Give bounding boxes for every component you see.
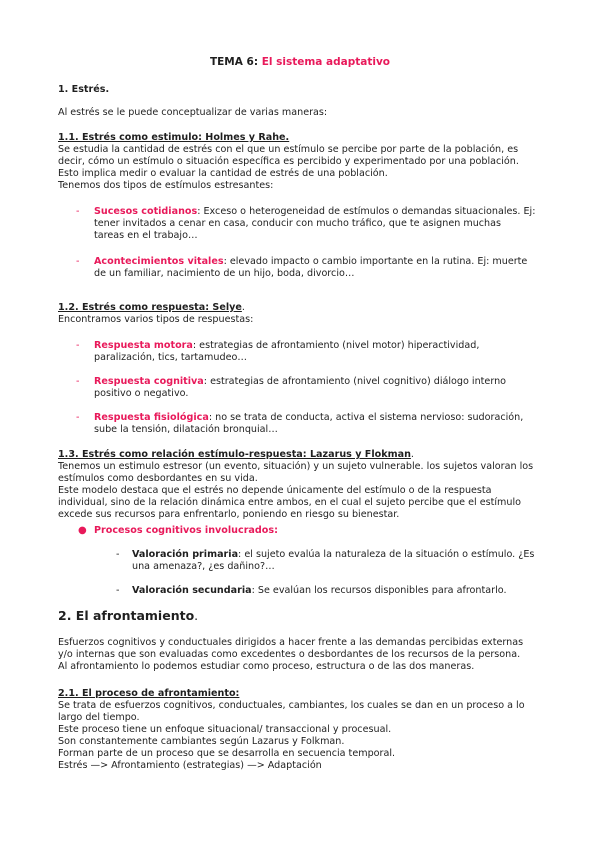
item-text: : Se evalúan los recursos disponibles para afrontarlo.	[251, 585, 507, 596]
document-title	[0, 56, 600, 68]
list-item-continuation: tareas en el trabajo…	[94, 230, 198, 241]
item-text: : Exceso o heterogeneidad de estímulos o demandas situacionales. Ej:	[197, 206, 536, 217]
list-item	[94, 376, 506, 388]
item-text: : elevado impacto o cambio importante en la rutina. Ej: muerte	[223, 256, 528, 267]
paragraph-line: decir, cómo un estímulo o situación específica es percibido y experimentado por una población.	[58, 156, 519, 167]
paragraph-line: Tenemos un estimulo estresor (un evento, situación) y un sujeto vulnerable. los sujetos valoran los	[58, 461, 534, 472]
item-label: Respuesta cognitiva	[94, 376, 204, 387]
item-label: Respuesta fisiológica	[94, 412, 209, 423]
section-2-heading: 2. El afrontamiento.	[58, 608, 199, 623]
paragraph-line: Forman parte de un proceso que se desarrolla en secuencia temporal.	[58, 748, 396, 759]
list-item	[94, 256, 527, 268]
dash-bullet: -	[76, 206, 80, 217]
section-1-2-heading: 1.2. Estrés como respuesta: Selye.	[58, 302, 245, 313]
paragraph-line: Se estudia la cantidad de estrés con el que un estímulo se percibe por parte de la población, es	[58, 144, 519, 155]
title-highlight: El sistema adaptativo	[261, 56, 391, 68]
title-prefix: TEMA 6:	[209, 56, 259, 68]
list-item-continuation: positivo o negativo.	[94, 388, 189, 399]
paragraph-line: Se trata de esfuerzos cognitivos, conductuales, cambiantes, los cuales se dan en un proceso a lo	[58, 700, 525, 711]
section-2-1-heading: 2.1. El proceso de afrontamiento:	[58, 688, 240, 699]
section-1-1-heading: 1.1. Estrés como estimulo: Holmes y Rahe.	[58, 132, 290, 143]
paragraph-line: Tenemos dos tipos de estímulos estresantes:	[58, 180, 274, 191]
dash-bullet: -	[76, 340, 80, 351]
paragraph-line: estímulos como desbordantes en su vida.	[58, 473, 258, 484]
section-1-3-heading: 1.3. Estrés como relación estímulo-respuesta: Lazarus y Flokman.	[58, 449, 414, 460]
list-item-continuation: paralización, tics, tartamudeo…	[94, 352, 247, 363]
item-label: Acontecimientos vitales	[94, 256, 224, 267]
paragraph-line: largo del tiempo.	[58, 712, 140, 723]
dash-bullet: -	[76, 412, 80, 423]
dash-bullet: -	[76, 376, 80, 387]
bullet-heading: Procesos cognitivos involucrados:	[94, 525, 278, 536]
list-item	[132, 585, 507, 597]
paragraph-line: excede sus recursos para enfrentarlo, poniendo en riesgo su bienestar.	[58, 509, 400, 520]
dash-bullet: -	[116, 549, 120, 560]
paragraph-line: Este modelo destaca que el estrés no depende únicamente del estímulo o de la respuesta	[58, 485, 492, 496]
list-item-continuation: tener invitados a cenar en casa, conducir con mucho tráfico, que te asignen muchas	[94, 218, 502, 229]
section-1-heading: 1. Estrés.	[58, 84, 110, 95]
list-item-continuation: una amenaza?, ¿es dañino?…	[132, 561, 275, 572]
list-item	[94, 412, 523, 424]
paragraph-line: y/o internas que son evaluadas como excedentes o desbordantes de los recursos de la persona.	[58, 649, 521, 660]
paragraph-line: Son constantemente cambiantes según Lazarus y Folkman.	[58, 736, 345, 747]
paragraph-line: Esto implica medir o evaluar la cantidad de estrés de una población.	[58, 168, 388, 179]
item-label: Sucesos cotidianos	[94, 206, 198, 217]
list-item	[94, 340, 479, 352]
item-text: : el sujeto evalúa la naturaleza de la situación o estímulo. ¿Es	[238, 549, 535, 560]
section-1-intro: Al estrés se le puede conceptualizar de varias maneras:	[58, 107, 328, 118]
item-text: : estrategias de afrontamiento (nivel motor) hiperactividad,	[192, 340, 480, 351]
paragraph-line: Estrés —> Afrontamiento (estrategias) —> Adaptación	[58, 760, 322, 771]
paragraph-line: individual, sino de la relación dinámica entre ambos, en el cual el sujeto percibe que el estímulo	[58, 497, 521, 508]
paragraph-line: Encontramos varios tipos de respuestas:	[58, 314, 254, 325]
bullet-dot-icon: ●	[78, 525, 87, 536]
item-text: : no se trata de conducta, activa el sistema nervioso: sudoración,	[208, 412, 524, 423]
item-text: : estrategias de afrontamiento (nivel cognitivo) diálogo interno	[203, 376, 507, 387]
item-label: Respuesta motora	[94, 340, 193, 351]
list-item-continuation: de un familiar, nacimiento de un hijo, boda, divorcio…	[94, 268, 355, 279]
list-item	[94, 206, 535, 218]
item-label: Valoración secundaria	[132, 585, 252, 596]
paragraph-line: Al afrontamiento lo podemos estudiar como proceso, estructura o de las dos maneras.	[58, 661, 475, 672]
paragraph-line: Este proceso tiene un enfoque situacional/ transaccional y procesual.	[58, 724, 392, 735]
dash-bullet: -	[116, 585, 120, 596]
dash-bullet: -	[76, 256, 80, 267]
list-item	[132, 549, 534, 561]
paragraph-line: Esfuerzos cognitivos y conductuales dirigidos a hacer frente a las demandas percibidas externas	[58, 637, 524, 648]
list-item-continuation: sube la tensión, dilatación bronquial…	[94, 424, 278, 435]
item-label: Valoración primaria	[132, 549, 239, 560]
